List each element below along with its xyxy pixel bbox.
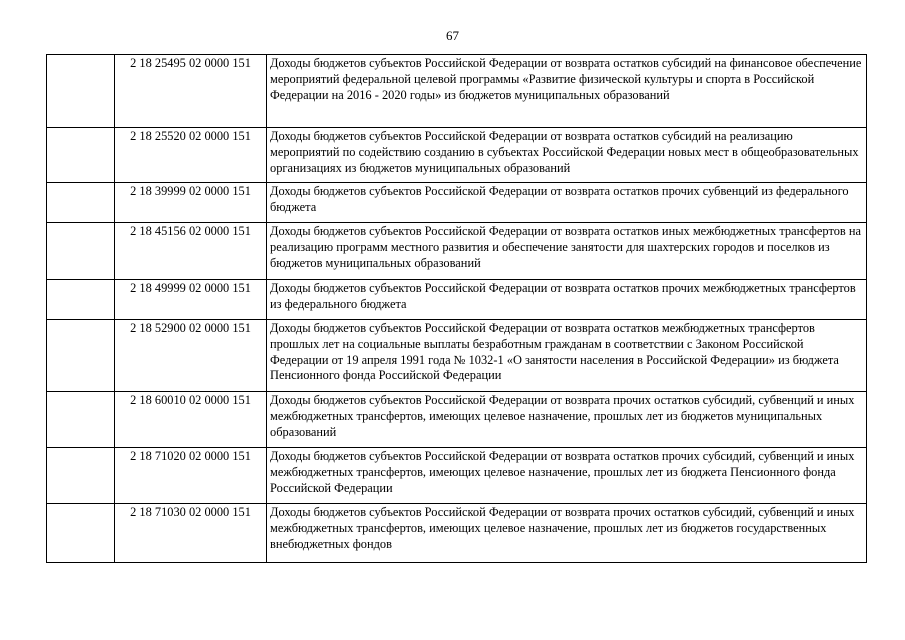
revenue-name-cell: Доходы бюджетов субъектов Российской Федерации от возврата остатков субсидий на финансовое обеспечение мероприятий федеральной целевой программы «Развитие физической культуры и спорта в Российской Федерации на 2016 - 2020 годы» из бюджетов муниципальных образований — [267, 55, 867, 128]
admin-code-cell — [47, 223, 115, 280]
table-row — [47, 128, 867, 183]
admin-code-cell — [47, 504, 115, 563]
table-row — [47, 320, 867, 392]
table-row — [47, 448, 867, 504]
admin-code-cell — [47, 392, 115, 448]
admin-code-cell — [47, 128, 115, 183]
revenue-name-cell: Доходы бюджетов субъектов Российской Федерации от возврата остатков субсидий на реализацию мероприятий по содействию созданию в субъектах Российской Федерации новых мест в общеобразовательных организациях из бюджетов муниципальных образований — [267, 128, 867, 183]
budget-code-cell: 2 18 45156 02 0000 151 — [115, 223, 267, 280]
table-row — [47, 55, 867, 128]
budget-code-cell: 2 18 49999 02 0000 151 — [115, 280, 267, 320]
revenue-name-cell: Доходы бюджетов субъектов Российской Федерации от возврата остатков прочих межбюджетных трансфертов из федерального бюджета — [267, 280, 867, 320]
budget-code-cell: 2 18 25495 02 0000 151 — [115, 55, 267, 128]
admin-code-cell — [47, 183, 115, 223]
budget-code-cell: 2 18 71020 02 0000 151 — [115, 448, 267, 504]
revenue-name-cell: Доходы бюджетов субъектов Российской Федерации от возврата прочих остатков субсидий, субвенций и иных межбюджетных трансфертов, имеющих целевое назначение, прошлых лет из бюджетов государственных внебюджетных фондов — [267, 504, 867, 563]
revenue-classification-table — [46, 54, 867, 563]
revenue-name-cell: Доходы бюджетов субъектов Российской Федерации от возврата остатков прочих субсидий, субвенций и иных межбюджетных трансфертов, имеющих целевое назначение, прошлых лет из бюджета Пенсионного фонда Российской Федерации — [267, 448, 867, 504]
admin-code-cell — [47, 280, 115, 320]
revenue-name-cell: Доходы бюджетов субъектов Российской Федерации от возврата остатков иных межбюджетных трансфертов на реализацию программ местного развития и обеспечение занятости для шахтерских городов и поселков из бюджетов муниципальных образований — [267, 223, 867, 280]
revenue-name-cell: Доходы бюджетов субъектов Российской Федерации от возврата остатков межбюджетных трансфертов прошлых лет на социальные выплаты безработным гражданам в соответствии с Законом Российской Федерации от 19 апреля 1991 года № 1032-1 «О занятости населения в Российской Федерации» из бюджета Пенсионного фонда Российской Федерации — [267, 320, 867, 392]
table-row — [47, 223, 867, 280]
revenue-name-cell: Доходы бюджетов субъектов Российской Федерации от возврата прочих остатков субсидий, субвенций и иных межбюджетных трансфертов, имеющих целевое назначение, прошлых лет из бюджетов муниципальных образований — [267, 392, 867, 448]
budget-code-cell: 2 18 52900 02 0000 151 — [115, 320, 267, 392]
table-row — [47, 392, 867, 448]
table-row — [47, 183, 867, 223]
budget-code-cell: 2 18 25520 02 0000 151 — [115, 128, 267, 183]
table-row — [47, 280, 867, 320]
table-row — [47, 504, 867, 563]
budget-code-cell: 2 18 60010 02 0000 151 — [115, 392, 267, 448]
budget-code-cell: 2 18 39999 02 0000 151 — [115, 183, 267, 223]
admin-code-cell — [47, 320, 115, 392]
budget-code-cell: 2 18 71030 02 0000 151 — [115, 504, 267, 563]
admin-code-cell — [47, 55, 115, 128]
page-number: 67 — [446, 28, 459, 43]
admin-code-cell — [47, 448, 115, 504]
revenue-name-cell: Доходы бюджетов субъектов Российской Федерации от возврата остатков прочих субвенций из федерального бюджета — [267, 183, 867, 223]
